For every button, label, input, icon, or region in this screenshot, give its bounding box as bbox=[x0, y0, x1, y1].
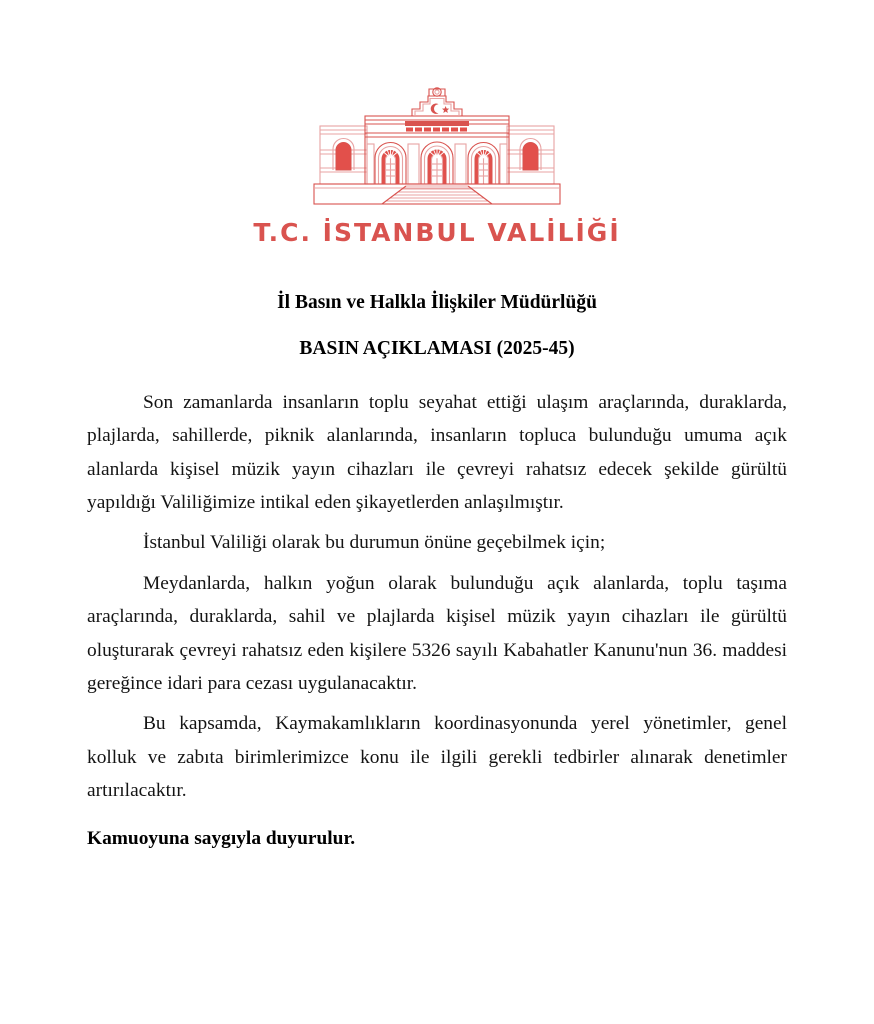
paragraph-1: Son zamanlarda insanların toplu seyahat ettiği ulaşım araçlarında, duraklarda, plajlarda, sahillerde, piknik alanlarında, insanların topluca bulunduğu umuma açık alanlarda kişisel müzik yayın cihazları ile çevreyi rahatsız edecek şekilde gürültü yapıldığı Valiliğimize intikal eden şikayetlerden anlaşılmıştır. bbox=[87, 391, 787, 513]
closing-statement: Kamuoyuna saygıyla duyurulur. bbox=[87, 827, 356, 849]
department-heading: İl Basın ve Halkla İlişkiler Müdürlüğü bbox=[277, 292, 597, 313]
paragraph-2: İstanbul Valiliği olarak bu durumun önüne geçebilmek için; bbox=[143, 532, 606, 554]
document-body bbox=[87, 362, 787, 855]
paragraph-3: Meydanlarda, halkın yoğun olarak bulunduğu açık alanlarda, toplu taşıma araçlarında, duraklarda, sahil ve plajlarda kişisel müzik yayın cihazları ile gürültü oluşturarak çevreyi rahatsız eden kişilere 5326 sayılı Kabahatler Kanunu'nun 36. maddesi gereğince idari para cezası uygulanacaktır. bbox=[87, 572, 787, 694]
logo-block bbox=[0, 0, 874, 245]
paragraph-4: Bu kapsamda, Kaymakamlıkların koordinasyonunda yerel yönetimler, genel kolluk ve zabıta birimlerimizce konu ile ilgili gerekli tedbirler alınarak denetimler artırılacaktır. bbox=[87, 713, 787, 802]
page-title: BASIN AÇIKLAMASI (2025-45) bbox=[299, 338, 575, 360]
logo-wordmark: T.C. İSTANBUL VALİLİĞİ bbox=[253, 218, 621, 247]
istanbul-governorship-emblem-icon bbox=[302, 84, 572, 214]
